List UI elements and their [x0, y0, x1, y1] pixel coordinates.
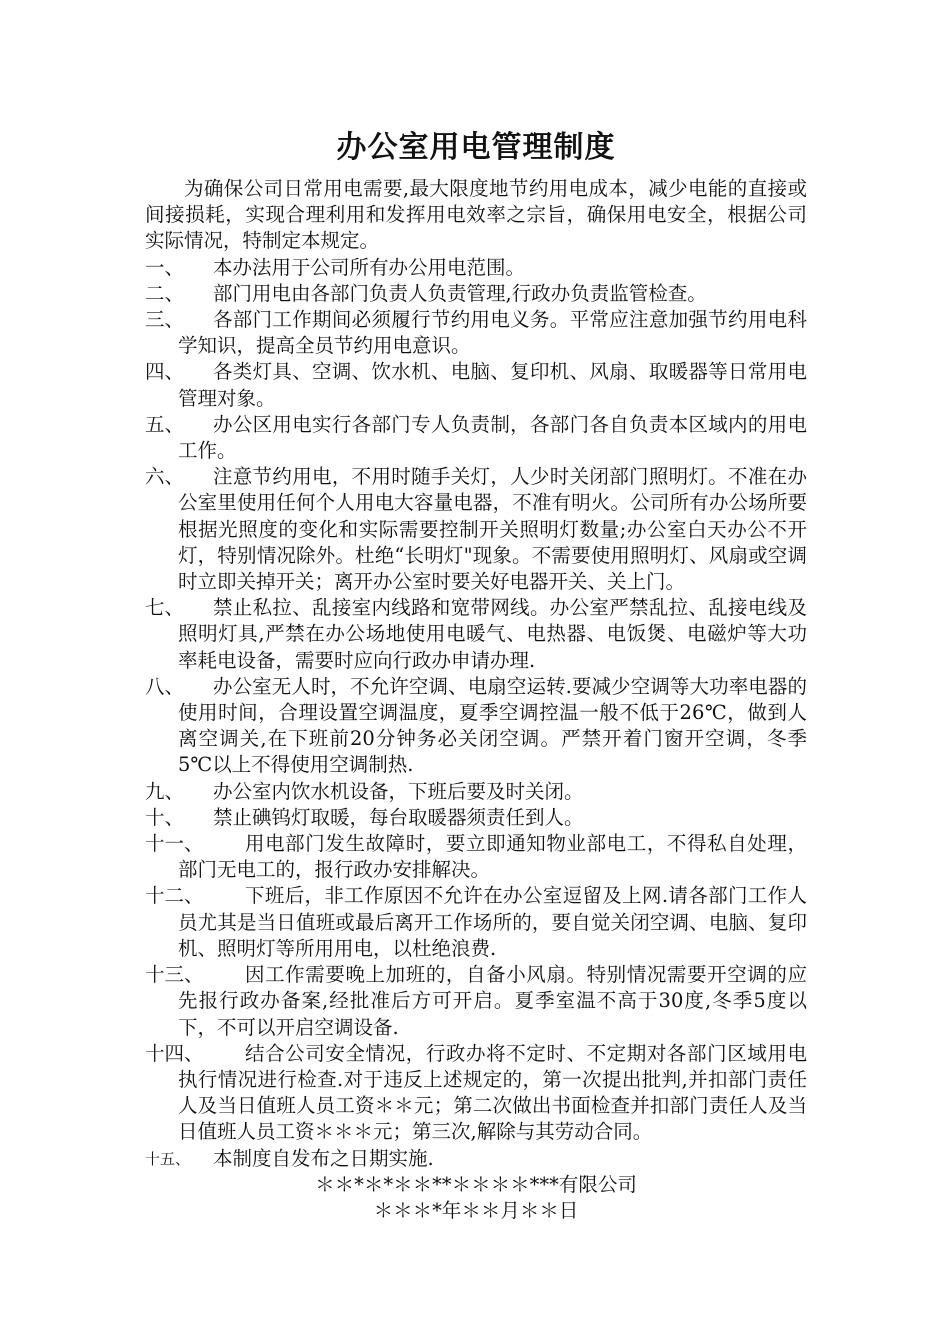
- document-page: [145, 128, 807, 1224]
- clause-number: 十四、: [145, 1041, 204, 1065]
- clause-number: 八、: [145, 674, 185, 698]
- clause-text: 办公室无人时，不允许空调、电扇空运转.要减少空调等大功率电器的使用时间，合理设置空调温度，夏季空调控温一般不低于26℃，做到人离空调关,在下班前20分钟务必关闭空调。严禁开着门窗开空调，冬季5℃以上不得使用空调制热.: [178, 674, 807, 777]
- clause-text: 注意节约用电，不用时随手关灯，人少时关闭部门照明灯。不准在办公室里使用任何个人用电大容量电器，不准有明火。公司所有办公场所要根据光照度的变化和实际需要控制开关照明灯数量;办公室白天办公不开灯，特别情况除外。杜绝“长明灯"现象。不需要使用照明灯、风扇或空调时立即关掉开关；离开办公室时要关好电器开关、关上门。: [178, 465, 807, 594]
- clause-item: [145, 412, 807, 464]
- clause-item: [145, 595, 807, 674]
- clause-number: 二、: [145, 281, 185, 305]
- clause-text: 办公区用电实行各部门专人负责制，各部门各自负责本区域内的用电工作。: [178, 412, 807, 463]
- clause-item: [145, 281, 807, 307]
- clause-text: 禁止碘钨灯取暖，每台取暖器须责任到人。: [213, 805, 584, 829]
- clause-text: 办公室内饮水机设备，下班后要及时关闭。: [213, 779, 584, 803]
- clause-item: [145, 255, 807, 281]
- clause-item: [145, 883, 807, 962]
- clause-number: 十二、: [145, 884, 204, 908]
- clause-item: [145, 962, 807, 1041]
- clause-text: 下班后，非工作原因不允许在办公室逗留及上网.请各部门工作人员尤其是当日值班或最后离开工作场所的，要自觉关闭空调、电脑、复印机、照明灯等所用用电，以杜绝浪费.: [178, 884, 807, 960]
- document-title: 办公室用电管理制度: [336, 130, 616, 165]
- clause-text: 各类灯具、空调、饮水机、电脑、复印机、风扇、取暖器等日常用电管理对象。: [178, 360, 807, 410]
- company-signature: ＊＊*＊*＊＊**＊＊＊＊***有限公司: [315, 1172, 637, 1196]
- clause-number: 十一、: [145, 832, 204, 856]
- clause-item: [145, 674, 807, 779]
- clause-number: 九、: [145, 779, 185, 803]
- clause-text: 因工作需要晚上加班的，自备小风扇。特别情况需要开空调的应先报行政办备案,经批准后方可开启。夏季室温不高于30度,冬季5度以下，不可以开启空调设备.: [178, 963, 807, 1039]
- clause-item: [145, 1146, 807, 1172]
- clause-number: 七、: [145, 596, 185, 620]
- clause-item: [145, 359, 807, 411]
- clause-item: [145, 779, 807, 805]
- clause-number: 三、: [145, 308, 185, 332]
- clause-text: 各部门工作期间必须履行节约用电义务。平常应注意加强节约用电科学知识，提高全员节约用电意识。: [178, 308, 807, 358]
- signature-date: ＊＊＊*年＊＊月＊＊日: [373, 1198, 579, 1222]
- clause-number: 四、: [145, 360, 185, 384]
- clause-number: 十、: [145, 805, 185, 829]
- clause-number: 一、: [145, 255, 185, 279]
- clause-number: 六、: [145, 465, 185, 489]
- clause-text: 禁止私拉、乱接室内线路和宽带网线。办公室严禁乱拉、乱接电线及照明灯具,严禁在办公场地使用电暖气、电热器、电饭煲、电磁炉等大功率耗电设备，需要时应向行政办申请办理.: [178, 596, 807, 672]
- clause-text: 结合公司安全情况，行政办将不定时、不定期对各部门区域用电执行情况进行检查.对于违反上述规定的，第一次提出批判,并扣部门责任人及当日值班人员工资＊＊元；第二次做出书面检查并扣部门责任人及当日值班人员工资＊＊＊元；第三次,解除与其劳动合同。: [178, 1041, 807, 1144]
- clause-text: 部门用电由各部门负责人负责管理,行政办负责监管检查。: [213, 281, 707, 305]
- clause-item: [145, 307, 807, 359]
- intro-paragraph: 为确保公司日常用电需要,最大限度地节约用电成本，减少电能的直接或间接损耗，实现合理利用和发挥用电效率之宗旨，确保用电安全，根据公司实际情况，特制定本规定。: [145, 177, 807, 253]
- clause-item: [145, 1041, 807, 1146]
- clause-text: 本制度自发布之日期实施.: [213, 1146, 434, 1170]
- clause-item: [145, 805, 807, 831]
- clause-number: 十三、: [145, 963, 204, 987]
- clause-number: 十五、: [145, 1149, 191, 1168]
- clause-item: [145, 831, 807, 883]
- clause-text: 用电部门发生故障时，要立即通知物业部电工，不得私自处理，部门无电工的，报行政办安排解决。: [178, 832, 807, 882]
- clause-item: [145, 464, 807, 595]
- clause-number: 五、: [145, 412, 185, 436]
- clause-list: [145, 255, 807, 1172]
- clause-text: 本办法用于公司所有办公用电范围。: [213, 255, 526, 279]
